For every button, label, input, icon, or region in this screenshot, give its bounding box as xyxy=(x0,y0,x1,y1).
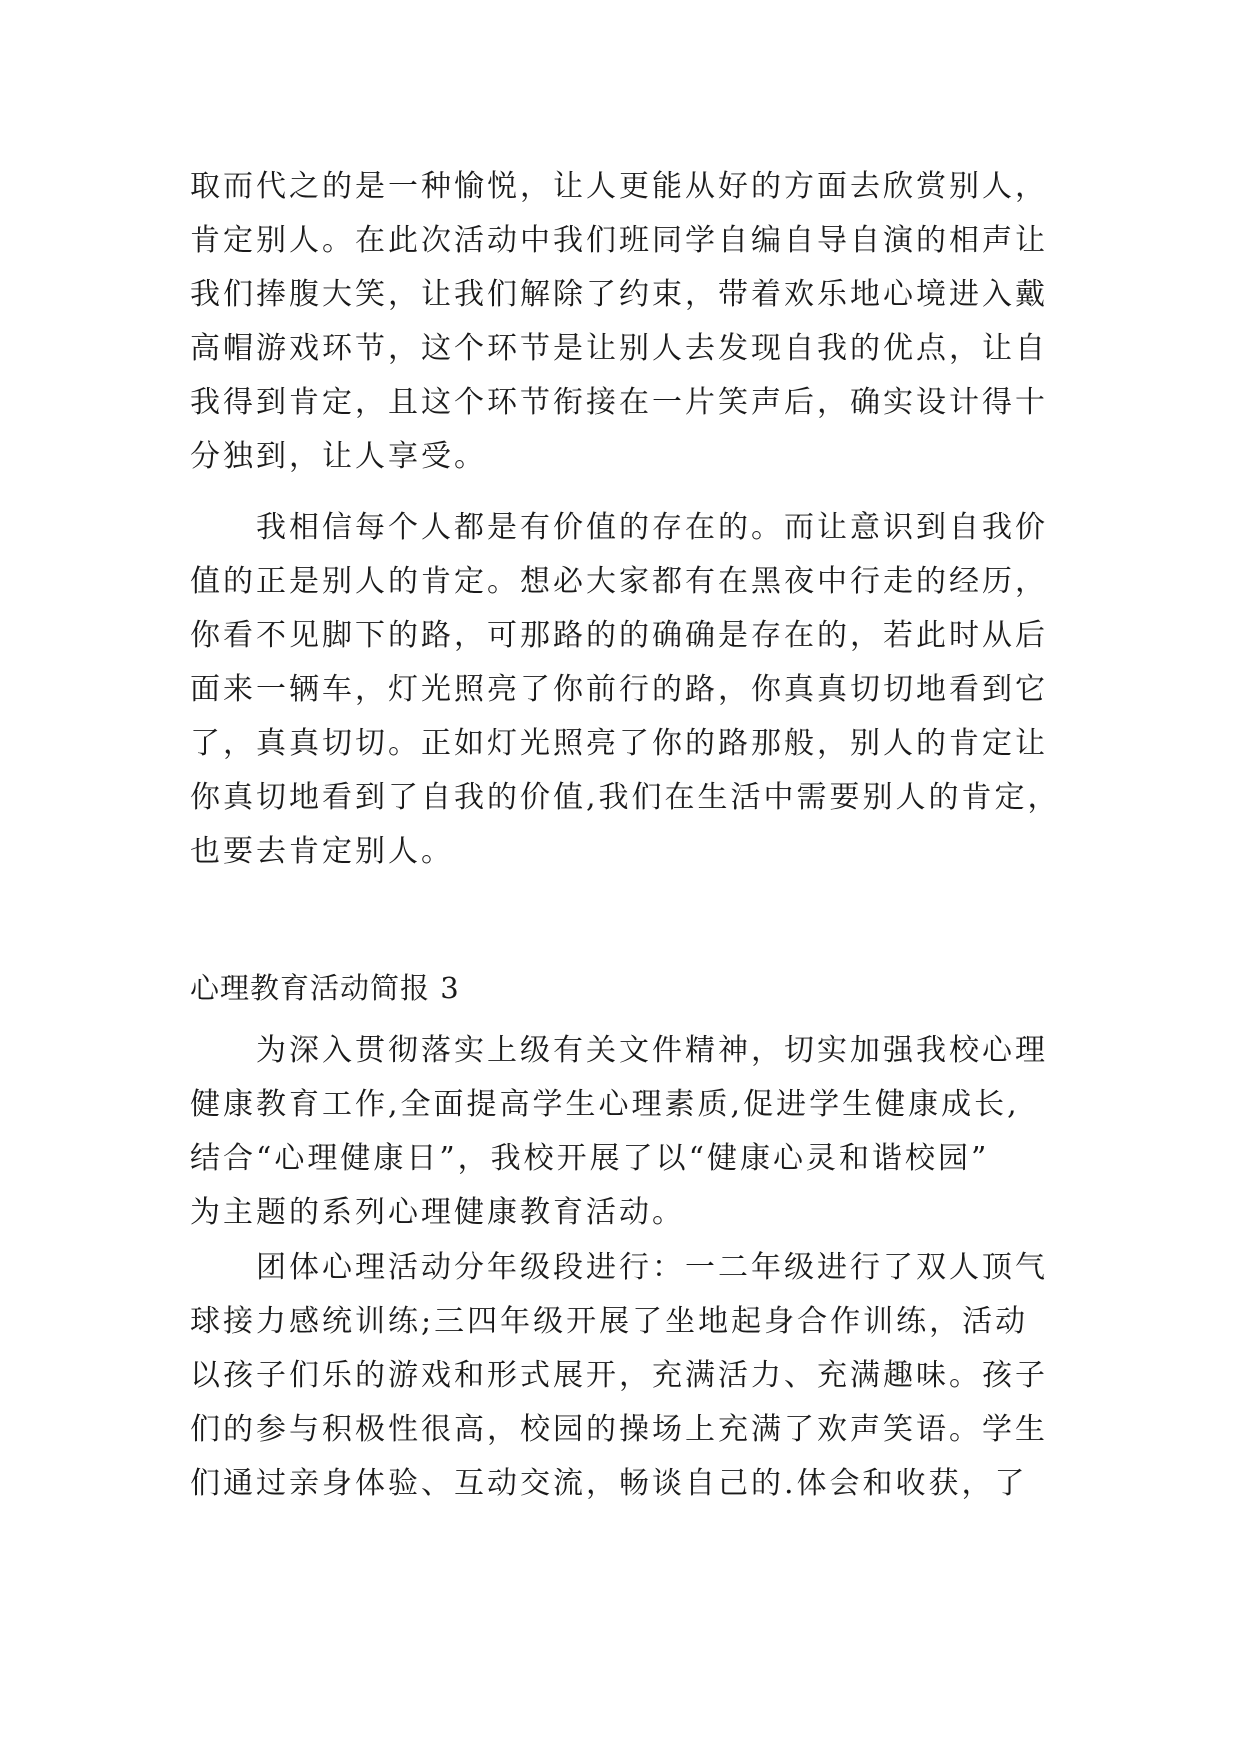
paragraph-line: 我得到肯定，且这个环节衔接在一片笑声后，确实设计得十 xyxy=(190,385,1048,420)
section-heading: 心理教育活动简报 3 xyxy=(190,971,460,1005)
paragraph-line: 分独到，让人享受。 xyxy=(190,439,487,474)
paragraph-line: 们的参与积极性很高，校园的操场上充满了欢声笑语。学生 xyxy=(190,1412,1048,1447)
paragraph-line: 健康教育工作,全面提高学生心理素质,促进学生健康成长, xyxy=(190,1087,1020,1122)
paragraph-4 xyxy=(190,1241,1070,1511)
paragraph-line: 也要去肯定别人。 xyxy=(190,834,454,869)
paragraph-line: 取而代之的是一种愉悦，让人更能从好的方面去欣赏别人， xyxy=(190,169,1048,204)
paragraph-line: 我们捧腹大笑，让我们解除了约束，带着欢乐地心境进入戴 xyxy=(190,277,1048,312)
paragraph-line: 值的正是别人的肯定。想必大家都有在黑夜中行走的经历， xyxy=(190,564,1048,599)
paragraph-2 xyxy=(190,501,1070,879)
paragraph-line: 球接力感统训练;三四年级开展了坐地起身合作训练，活动 xyxy=(190,1304,1029,1339)
paragraph-line: 你真切地看到了自我的价值,我们在生活中需要别人的肯定， xyxy=(190,780,1061,815)
paragraph-line: 团体心理活动分年级段进行：一二年级进行了双人顶气 xyxy=(190,1250,1048,1285)
paragraph-line: 了，真真切切。正如灯光照亮了你的路那般，别人的肯定让 xyxy=(190,726,1048,761)
paragraph-3 xyxy=(190,1024,1070,1240)
paragraph-line: 你看不见脚下的路，可那路的的确确是存在的，若此时从后 xyxy=(190,618,1048,653)
paragraph-line: 以孩子们乐的游戏和形式展开，充满活力、充满趣味。孩子 xyxy=(190,1358,1048,1393)
paragraph-line: 为主题的系列心理健康教育活动。 xyxy=(190,1195,685,1230)
paragraph-line: 面来一辆车，灯光照亮了你前行的路，你真真切切地看到它 xyxy=(190,672,1048,707)
paragraph-line: 肯定别人。在此次活动中我们班同学自编自导自演的相声让 xyxy=(190,223,1048,258)
paragraph-line: 为深入贯彻落实上级有关文件精神，切实加强我校心理 xyxy=(190,1033,1048,1068)
paragraph-line: 们通过亲身体验、互动交流，畅谈自己的.体会和收获，了 xyxy=(190,1466,1028,1501)
paragraph-line: 我相信每个人都是有价值的存在的。而让意识到自我价 xyxy=(190,510,1048,545)
paragraph-1 xyxy=(190,160,1070,484)
paragraph-line: 高帽游戏环节，这个环节是让别人去发现自我的优点，让自 xyxy=(190,331,1048,366)
paragraph-line: 结合“心理健康日”，我校开展了以“健康心灵和谐校园” xyxy=(190,1141,990,1176)
